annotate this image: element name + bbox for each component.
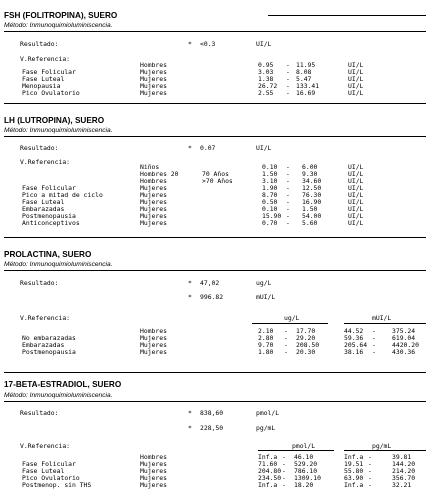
row-low: 0.10: [262, 163, 278, 171]
row-high: 5.47: [296, 75, 312, 83]
row-low1: 1.80: [258, 348, 274, 356]
row-high2: 214.20: [392, 467, 416, 475]
lh-top-rule: [4, 103, 426, 104]
prolactina-separator: [4, 270, 426, 271]
row-low2: 59.36: [344, 334, 364, 342]
result-unit: UI/L: [256, 144, 272, 152]
col1-unit: pmol/L: [292, 442, 316, 450]
row-dash: -: [284, 327, 288, 335]
row-dash: -: [286, 212, 290, 220]
row-high: 76.30: [302, 191, 322, 199]
row-high: 9.30: [302, 170, 318, 178]
row-group: Hombres: [140, 61, 167, 69]
row-unit: UI/L: [348, 170, 364, 178]
row-low1: 71.60: [258, 460, 278, 468]
row-label: Pico Ovulatorio: [22, 474, 80, 482]
row-dash: -: [286, 89, 290, 97]
lh-separator: [4, 136, 426, 137]
prolactina-title: PROLACTINA, SUERO: [4, 250, 92, 259]
row-label: Postmenopausia: [22, 348, 76, 356]
row-label: No embarazadas: [22, 334, 76, 342]
estradiol-ref-row-item: [0, 482, 428, 489]
prolactina-col1-rule: [252, 323, 328, 324]
row-high1: 786.10: [294, 467, 318, 475]
row-low: 1.50: [262, 170, 278, 178]
row-low2: 38.16: [344, 348, 364, 356]
row-low: 1.38: [258, 75, 274, 83]
row-low2: 205.64: [344, 341, 368, 349]
row-label: Embarazadas: [22, 341, 65, 349]
row-dash: -: [286, 170, 290, 178]
prolactina-top-rule: [4, 237, 426, 238]
row-label: Fase Folicular: [22, 68, 76, 76]
result-flag: *: [188, 40, 192, 48]
row-high: 11.95: [296, 61, 316, 69]
estradiol-title: 17-BETA-ESTRADIOL, SUERO: [4, 380, 122, 389]
fsh-title: FSH (FOLITROPINA), SUERO: [4, 11, 118, 20]
row-group: Mujeres: [140, 460, 167, 468]
row-low: 2.55: [258, 89, 274, 97]
row-unit: UI/L: [348, 82, 364, 90]
result-unit: mUI/L: [256, 293, 276, 301]
row-high: 5.60: [302, 219, 318, 227]
result-label: Resultado:: [20, 409, 59, 417]
row-high2: 144.20: [392, 460, 416, 468]
prolactina-ref-row: [0, 315, 428, 322]
row-low: 0.10: [262, 205, 278, 213]
row-low: 15.90: [262, 212, 282, 220]
row-label: Fase Folicular: [22, 184, 76, 192]
row-low1: 2.10: [258, 327, 274, 335]
row-unit: UI/L: [348, 198, 364, 206]
row-high1: 29.20: [296, 334, 316, 342]
ref-label: V.Referencia:: [20, 55, 71, 63]
result-flag: *: [188, 293, 192, 301]
row-label: Fase Luteal: [22, 198, 65, 206]
row-group: Hombres 20: [140, 170, 179, 178]
row-high2: 356.70: [392, 474, 416, 482]
row-high2: 375.24: [392, 327, 416, 335]
prolactina-method: Método: Inmunoquimioluminiscencia.: [4, 261, 113, 268]
row-low2: 55.80: [344, 467, 364, 475]
row-high1: 17.70: [296, 327, 316, 335]
row-group: Mujeres: [140, 467, 167, 475]
fsh-ref-row-item: [0, 76, 428, 83]
result-value: 996.82: [200, 293, 224, 301]
row-label: Fase Luteal: [22, 75, 65, 83]
row-unit: UI/L: [348, 61, 364, 69]
row-dash: -: [286, 191, 290, 199]
row-high2: 39.81: [392, 453, 412, 461]
row-dash: -: [282, 481, 286, 489]
row-dash: -: [284, 348, 288, 356]
row-label: Pico a mitad de ciclo: [22, 191, 103, 199]
row-dash: -: [282, 467, 286, 475]
row-label: Postmenop. sin THS: [22, 481, 92, 489]
col1-unit: ug/L: [284, 314, 300, 322]
row-dash: -: [368, 453, 372, 461]
row-low: 1.90: [262, 184, 278, 192]
row-high: 8.08: [296, 68, 312, 76]
result-flag: *: [188, 144, 192, 152]
row-dash: -: [286, 75, 290, 83]
row-dash: -: [286, 177, 290, 185]
row-label: Embarazadas: [22, 205, 65, 213]
row-unit: UI/L: [348, 212, 364, 220]
row-high1: 20.30: [296, 348, 316, 356]
row-low: 0.70: [262, 219, 278, 227]
row-unit: UI/L: [348, 191, 364, 199]
row-dash: -: [282, 460, 286, 468]
result-value: 838,60: [200, 409, 224, 417]
fsh-ref-row-item: [0, 69, 428, 76]
row-extra: 70 Años: [202, 170, 229, 178]
result-flag: *: [188, 424, 192, 432]
prolactina-result-row-1: [0, 280, 428, 287]
fsh-method: Método: Inmunoquimioluminiscencia.: [4, 22, 113, 29]
result-label: Resultado:: [20, 40, 59, 48]
row-group: Mujeres: [140, 184, 167, 192]
row-high: 1.50: [302, 205, 318, 213]
row-extra: >70 Años: [202, 177, 233, 185]
row-group: Mujeres: [140, 334, 167, 342]
row-dash: -: [286, 61, 290, 69]
row-dash: -: [286, 198, 290, 206]
prolactina-result-row-2: [0, 294, 428, 301]
prolactina-col2-rule: [344, 323, 426, 324]
result-unit: pg/mL: [256, 424, 276, 432]
row-group: Mujeres: [140, 212, 167, 220]
row-group: Hombres: [140, 327, 167, 335]
row-low2: 44.52: [344, 327, 364, 335]
row-high1: 46.10: [294, 453, 314, 461]
estradiol-result-row-1: [0, 410, 428, 417]
row-high: 12.50: [302, 184, 322, 192]
result-flag: *: [188, 279, 192, 287]
row-group: Mujeres: [140, 75, 167, 83]
row-low: 3.10: [262, 177, 278, 185]
row-dash: -: [286, 82, 290, 90]
row-dash: -: [286, 68, 290, 76]
row-high: 16.90: [302, 198, 322, 206]
row-label: Fase Luteal: [22, 467, 65, 475]
row-low: 26.72: [258, 82, 278, 90]
row-low2: Inf.a: [344, 481, 364, 489]
row-dash: -: [372, 334, 376, 342]
row-dash: -: [286, 205, 290, 213]
row-low: 0.95: [258, 61, 274, 69]
row-dash: -: [368, 460, 372, 468]
fsh-result-row: [0, 41, 428, 48]
result-unit: ug/L: [256, 279, 272, 287]
result-value: 0.07: [200, 144, 216, 152]
row-low1: 234.50: [258, 474, 282, 482]
row-label: Postmenopausia: [22, 212, 76, 220]
row-label: Pico Ovulatorio: [22, 89, 80, 97]
row-group: Hombres: [140, 453, 167, 461]
row-group: Mujeres: [140, 205, 167, 213]
row-high2: 4420.20: [392, 341, 419, 349]
row-label: Fase Folicular: [22, 460, 76, 468]
fsh-header-rule: [268, 15, 426, 16]
col2-unit: mUI/L: [372, 314, 392, 322]
row-dash: -: [286, 219, 290, 227]
row-dash: -: [286, 184, 290, 192]
row-high1: 1309.10: [294, 474, 321, 482]
row-dash: -: [286, 163, 290, 171]
lh-title: LH (LUTROPINA), SUERO: [4, 116, 105, 125]
row-label: Anticonceptivos: [22, 219, 80, 227]
row-high2: 430.36: [392, 348, 416, 356]
estradiol-ref-row-item: [0, 461, 428, 468]
row-group: Mujeres: [140, 68, 167, 76]
row-group: Mujeres: [140, 198, 167, 206]
prolactina-ref-row-item: [0, 349, 428, 356]
row-dash: -: [372, 327, 376, 335]
row-group: Mujeres: [140, 191, 167, 199]
result-label: Resultado:: [20, 144, 59, 152]
result-value: 47,02: [200, 279, 220, 287]
lh-method: Método: Inmunoquimioluminiscencia.: [4, 127, 113, 134]
row-group: Hombres: [140, 177, 167, 185]
row-group: Niños: [140, 163, 160, 171]
lh-ref-row-item: [0, 220, 428, 227]
row-low: 3.03: [258, 68, 274, 76]
result-unit: UI/L: [256, 40, 272, 48]
row-low1: 9.70: [258, 341, 274, 349]
ref-label: V.Referencia:: [20, 442, 71, 450]
row-low2: 19.51: [344, 460, 364, 468]
row-low1: 2.80: [258, 334, 274, 342]
row-dash: -: [284, 334, 288, 342]
fsh-ref-row-item: [0, 90, 428, 97]
row-group: Mujeres: [140, 89, 167, 97]
row-group: Mujeres: [140, 348, 167, 356]
ref-label: V.Referencia:: [20, 158, 71, 166]
row-unit: UI/L: [348, 75, 364, 83]
row-low: 8.70: [262, 191, 278, 199]
result-value: <0.3: [200, 40, 216, 48]
lh-ref-row-item: [0, 192, 428, 199]
row-high: 16.69: [296, 89, 316, 97]
row-dash: -: [372, 348, 376, 356]
row-high1: 529.20: [294, 460, 318, 468]
result-value: 228,50: [200, 424, 224, 432]
row-dash: -: [368, 467, 372, 475]
row-dash: -: [284, 341, 288, 349]
ref-label: V.Referencia:: [20, 314, 71, 322]
estradiol-separator: [4, 401, 426, 402]
result-flag: *: [188, 409, 192, 417]
row-group: Mujeres: [140, 82, 167, 90]
estradiol-top-rule: [4, 372, 426, 373]
row-unit: UI/L: [348, 219, 364, 227]
row-low1: Inf.a: [258, 481, 278, 489]
row-dash: -: [282, 453, 286, 461]
row-unit: UI/L: [348, 205, 364, 213]
row-unit: UI/L: [348, 68, 364, 76]
lh-result-row: [0, 145, 428, 152]
fsh-separator: [4, 31, 426, 32]
row-group: Mujeres: [140, 474, 167, 482]
row-high2: 619.04: [392, 334, 416, 342]
row-low2: Inf.a: [344, 453, 364, 461]
estradiol-result-row-2: [0, 425, 428, 432]
row-low2: 63.90: [344, 474, 364, 482]
col2-unit: pg/mL: [372, 442, 392, 450]
row-unit: UI/L: [348, 89, 364, 97]
result-unit: pmol/L: [256, 409, 280, 417]
row-group: Mujeres: [140, 341, 167, 349]
row-high1: 208.50: [296, 341, 320, 349]
row-high: 54.00: [302, 212, 322, 220]
row-dash: -: [368, 481, 372, 489]
row-low1: Inf.a: [258, 453, 278, 461]
estradiol-col2-rule: [344, 450, 426, 451]
row-high: 133.41: [296, 82, 320, 90]
row-unit: UI/L: [348, 177, 364, 185]
row-unit: UI/L: [348, 163, 364, 171]
estradiol-method: Método: Inmunoquimioluminiscencia.: [4, 392, 113, 399]
row-unit: UI/L: [348, 184, 364, 192]
row-dash: -: [282, 474, 286, 482]
lh-ref-row-item: [0, 199, 428, 206]
row-label: Menopausia: [22, 82, 61, 90]
row-high: 34.60: [302, 177, 322, 185]
row-low1: 204.80: [258, 467, 282, 475]
row-dash: -: [372, 341, 376, 349]
row-group: Mujeres: [140, 219, 167, 227]
row-group: Mujeres: [140, 481, 167, 489]
row-high2: 32.21: [392, 481, 412, 489]
row-high1: 18.20: [294, 481, 314, 489]
result-label: Resultado:: [20, 279, 59, 287]
row-low: 0.50: [262, 198, 278, 206]
row-high: 6.00: [302, 163, 318, 171]
estradiol-col1-rule: [258, 450, 334, 451]
estradiol-ref-row: [0, 443, 428, 450]
row-dash: -: [368, 474, 372, 482]
